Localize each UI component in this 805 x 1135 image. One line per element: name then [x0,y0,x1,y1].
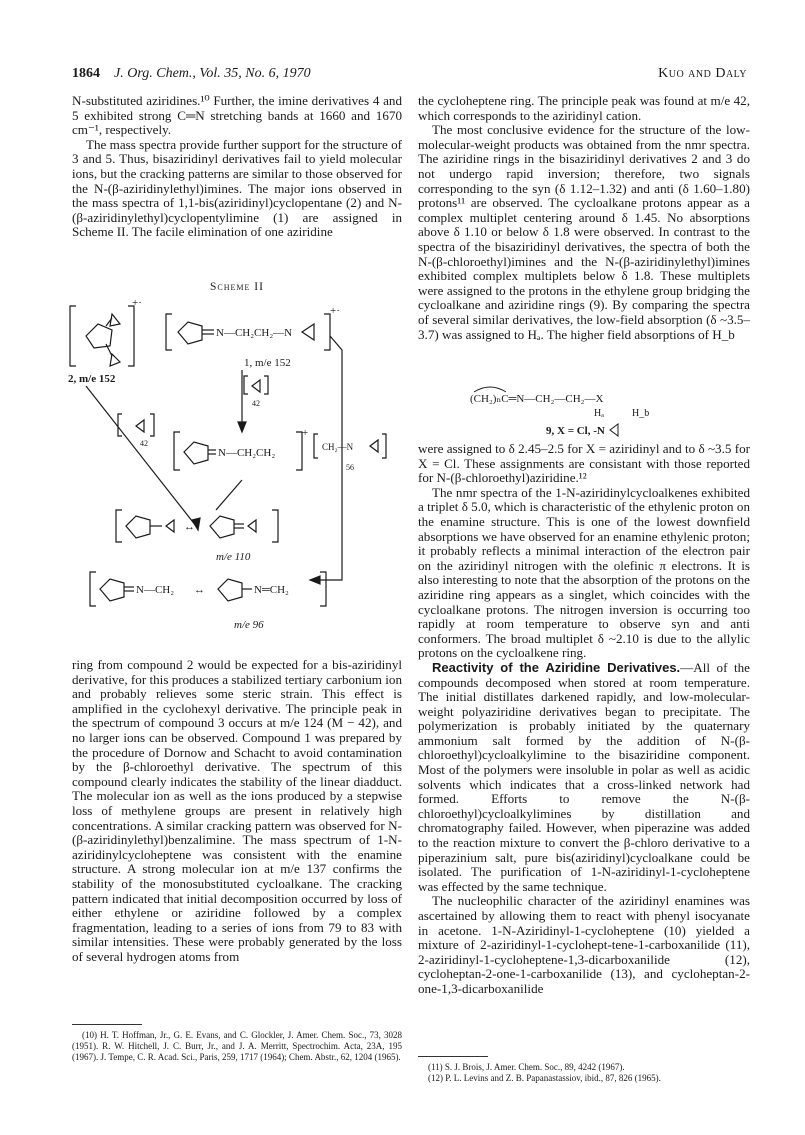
journal-citation: J. Org. Chem., Vol. 35, No. 6, 1970 [114,66,311,81]
paragraph-reactivity [418,661,750,895]
footnote-rule [72,1024,142,1025]
footnotes-left [72,1030,402,1063]
running-authors: Kuo and Daly [658,66,747,81]
paragraph: The mass spectra provide further support for the structure of 3 and 5. Thus, bisaziridinyl derivatives fail to yield molecular ions, but the cracking patterns are similar to those observed for the N-(β-aziridinylethyl)imines. The major ions observed in the mass spectra of 1,1-bis(aziridinyl)cyclopentane (2) and N-(β-aziridinylethyl)cyclopentylimine (1) are assigned in Scheme II. The facile elimination of one aziridine [72,136,402,240]
ha-label: Hₐ [594,408,604,419]
page-number: 1864 [72,66,100,81]
footnote: (11) S. J. Brois, J. Amer. Chem. Soc., 89, 4242 (1967). [428,1062,625,1072]
loss-56-label: 56 [346,463,354,472]
paragraph: N-substituted aziridines.¹⁰ Further, the imine derivatives 4 and 5 exhibited strong C═N stretching bands at 1660 and 1670 cm⁻¹, respectively. [72,93,402,138]
footnote-rule [418,1056,488,1057]
mz-110-label: m/e 110 [216,551,251,563]
paragraph: The most conclusive evidence for the structure of the low-molecular-weight products was obtained from the nmr spectra. The aziridine rings in the bisaziridinyl derivatives 2 and 3 do not undergo rapid inversion; therefore, two signals corresponding to the syn (δ 1.12–1.32) and anti (δ 1.60–1.80) protons¹¹ are observed. The cycloalkane protons appear as a complex multiplet centering around δ 1.45. No absorptions above δ 1.10 or below δ 1.8 were observed. In contrast to the spectra of the bisaziridinyl derivatives, the spectra of both the N-(β-chloroethyl)imines and the N-(β-aziridinylethyl)imines exhibited complex multiplets below δ 1.8. These multiplets were assigned to the protons in the ethylene group bridging the cycloalkane and aziridine rings (9). By comparing the spectra of several similar derivatives, the low-field absorption (δ ~3.5–3.7) was assigned to Hₐ. The higher field absorptions of H_b [418,122,750,342]
left-column-bottom [72,658,402,964]
running-header [72,66,747,86]
section-heading: Reactivity of the Aziridine Derivatives. [432,659,681,675]
right-column-top [418,94,750,342]
loss-42-label: 42 [252,399,260,408]
paragraph: the cycloheptene ring. The principle peak was found at m/e 42, which corresponds to the aziridinyl cation. [418,93,750,123]
resonance-arrow: ↔ [194,584,205,596]
paragraph: The nmr spectra of the 1-N-aziridinylcycloalkenes exhibited a triplet δ 5.0, which is characteristic of the ethylenic proton on the enamine structure. This is one of the lowest downfield absorptions we have observed for an enamine ethylenic proton; it probably reflects a minimal interaction of the electron pair on the aziridinyl nitrogen with the olefinic π electrons. It is also interesting to note that the absorption of the protons on the aziridine ring appears as a singlet, which coincides with the cycloalkane protons. The nitrogen inversion is occurring too rapidly at room temperature to observe syn and anti conformers. The broad multiplet δ ~2.10 is due to the allylic protons on the cycloalkene ring. [418,484,750,661]
structure-9-label: 9, X = Cl, -N [546,425,605,437]
structure-9-formula: (CH₂)ₙC═N—CH₂—CH₂—X [470,393,604,405]
hb-label: H_b [632,408,650,419]
scheme-ii-diagram [66,296,406,656]
footnote: (12) P. L. Levins and Z. B. Papanastassiov, ibid., 87, 826 (1965). [428,1073,661,1083]
paragraph: The nucleophilic character of the aziridinyl enamines was ascertained by allowing them to react with phenyl isocyanate in acetone. 1-N-Aziridinyl-1-cycloheptene (10) yielded a mixture of 2-aziridinyl-1-cyclohept-tene-1-carboxanilide (11), 2-aziridinyl-1-cycloheptene-1,3-dicarboxanilide (12), cycloheptan-2-one-1-carboxanilide (13), and cycloheptan-2-one-1,3-dicarboxanilide [418,893,750,996]
cation-sign: + [302,427,309,439]
scheme-title: Scheme II [210,281,264,293]
ch2-fragment-a: N—CH₂ [136,584,175,596]
radical-cation-sign: +· [132,297,142,309]
footnotes-right [418,1062,750,1084]
resonance-arrow: ↔ [184,521,195,533]
radical-cation-sign: +· [330,305,340,317]
mz-96-label: m/e 96 [234,619,264,631]
right-column-bottom [418,442,750,997]
loss-42-label-left: 42 [140,439,148,448]
ch2-fragment-b: N═CH₂ [254,584,289,596]
paragraph-text: —All of the compounds decomposed when stored at room temperature. The initial distillates darkened rapidly, and low-molecular-weight polyaziridine derivatives began to precipitate. The polymerization is probably initiated by the quaternary ammonium salt formed by the addition of N-(β-chloroethyl)cycloalkylimine to the bisaziridine component. Most of the polymers were insoluble in polar as well as acidic solvents which indicates that a cross-linked network had formed. Efforts to remove the N-(β-chloroethyl)cycloalkylimines by distillation and chromatography failed. However, when piperazine was added to the reaction mixture to convert the β-chloro derivative to a piperazinium salt, pure bis(aziridinyl)cycloalkane could be isolated. The purification of 1-N-aziridinyl-1-cycloheptene was effected by the same technique. [418,659,750,894]
fragment-mid-chain: N—CH₂CH₂ [218,447,276,459]
left-column-top [72,94,402,240]
paragraph: were assigned to δ 2.45–2.5 for X = aziridinyl and to δ ~3.5 for X = Cl. These assignments are consistant with those reported for N-(β-chloroethyl)aziridine.¹² [418,441,750,486]
footnote: (10) H. T. Hoffman, Jr., G. E. Evans, and C. Glockler, J. Amer. Chem. Soc., 73, 3028 (1951). R. W. Hitchell, J. C. Burr, Jr., and J. A. Merritt, Spectrochim. Acta, 23A, 195 (1967). J. Tempe, C. R. Acad. Sci., Paris, 259, 1717 (1964); Chem. Abstr., 62, 1204 (1965). [72,1030,402,1062]
structure-9 [470,386,700,440]
loss-56-group: CH₂—N [322,442,354,452]
compound-1-label: 1, m/e 152 [244,357,291,369]
paragraph: ring from compound 2 would be expected for a bis-aziridinyl derivative, for this produces a stabilized tertiary carbonium ion and probably relieves some steric strain. This effect is amplified in the cyclohexyl derivative. The principle peak in the spectrum of compound 3 occurs at m/e 124 (M − 42), and no larger ions can be observed. Compound 1 was prepared by the procedure of Dornow and Schacht to avoid contamination by the β-chloroethyl derivative. The spectrum of this compound clearly indicates the stability of the linear diadduct. The molecular ion as well as the ions produced by a stepwise loss of methylene groups are present in relatively high concentrations. A similar cracking pattern was observed for N-(β-aziridinylethyl)benzalimine. The mass spectrum of 1-N-aziridinylcycloheptene was consistent with the enamine structure. A strong molecular ion at m/e 137 confirms the stability of the monosubstituted cycloalkane. The cracking pattern indicated that initial decomposition occurred by loss of either ethylene or aziridine followed by a complex fragmentation, leading to a series of ions from 79 to 83 with similar intensities. These were probably generated by the loss of several hydrogen atoms from [72,657,402,964]
compound-2-label: 2, m/e 152 [68,373,116,385]
fragment-1-chain: N—CH₂CH₂—N [216,327,293,339]
